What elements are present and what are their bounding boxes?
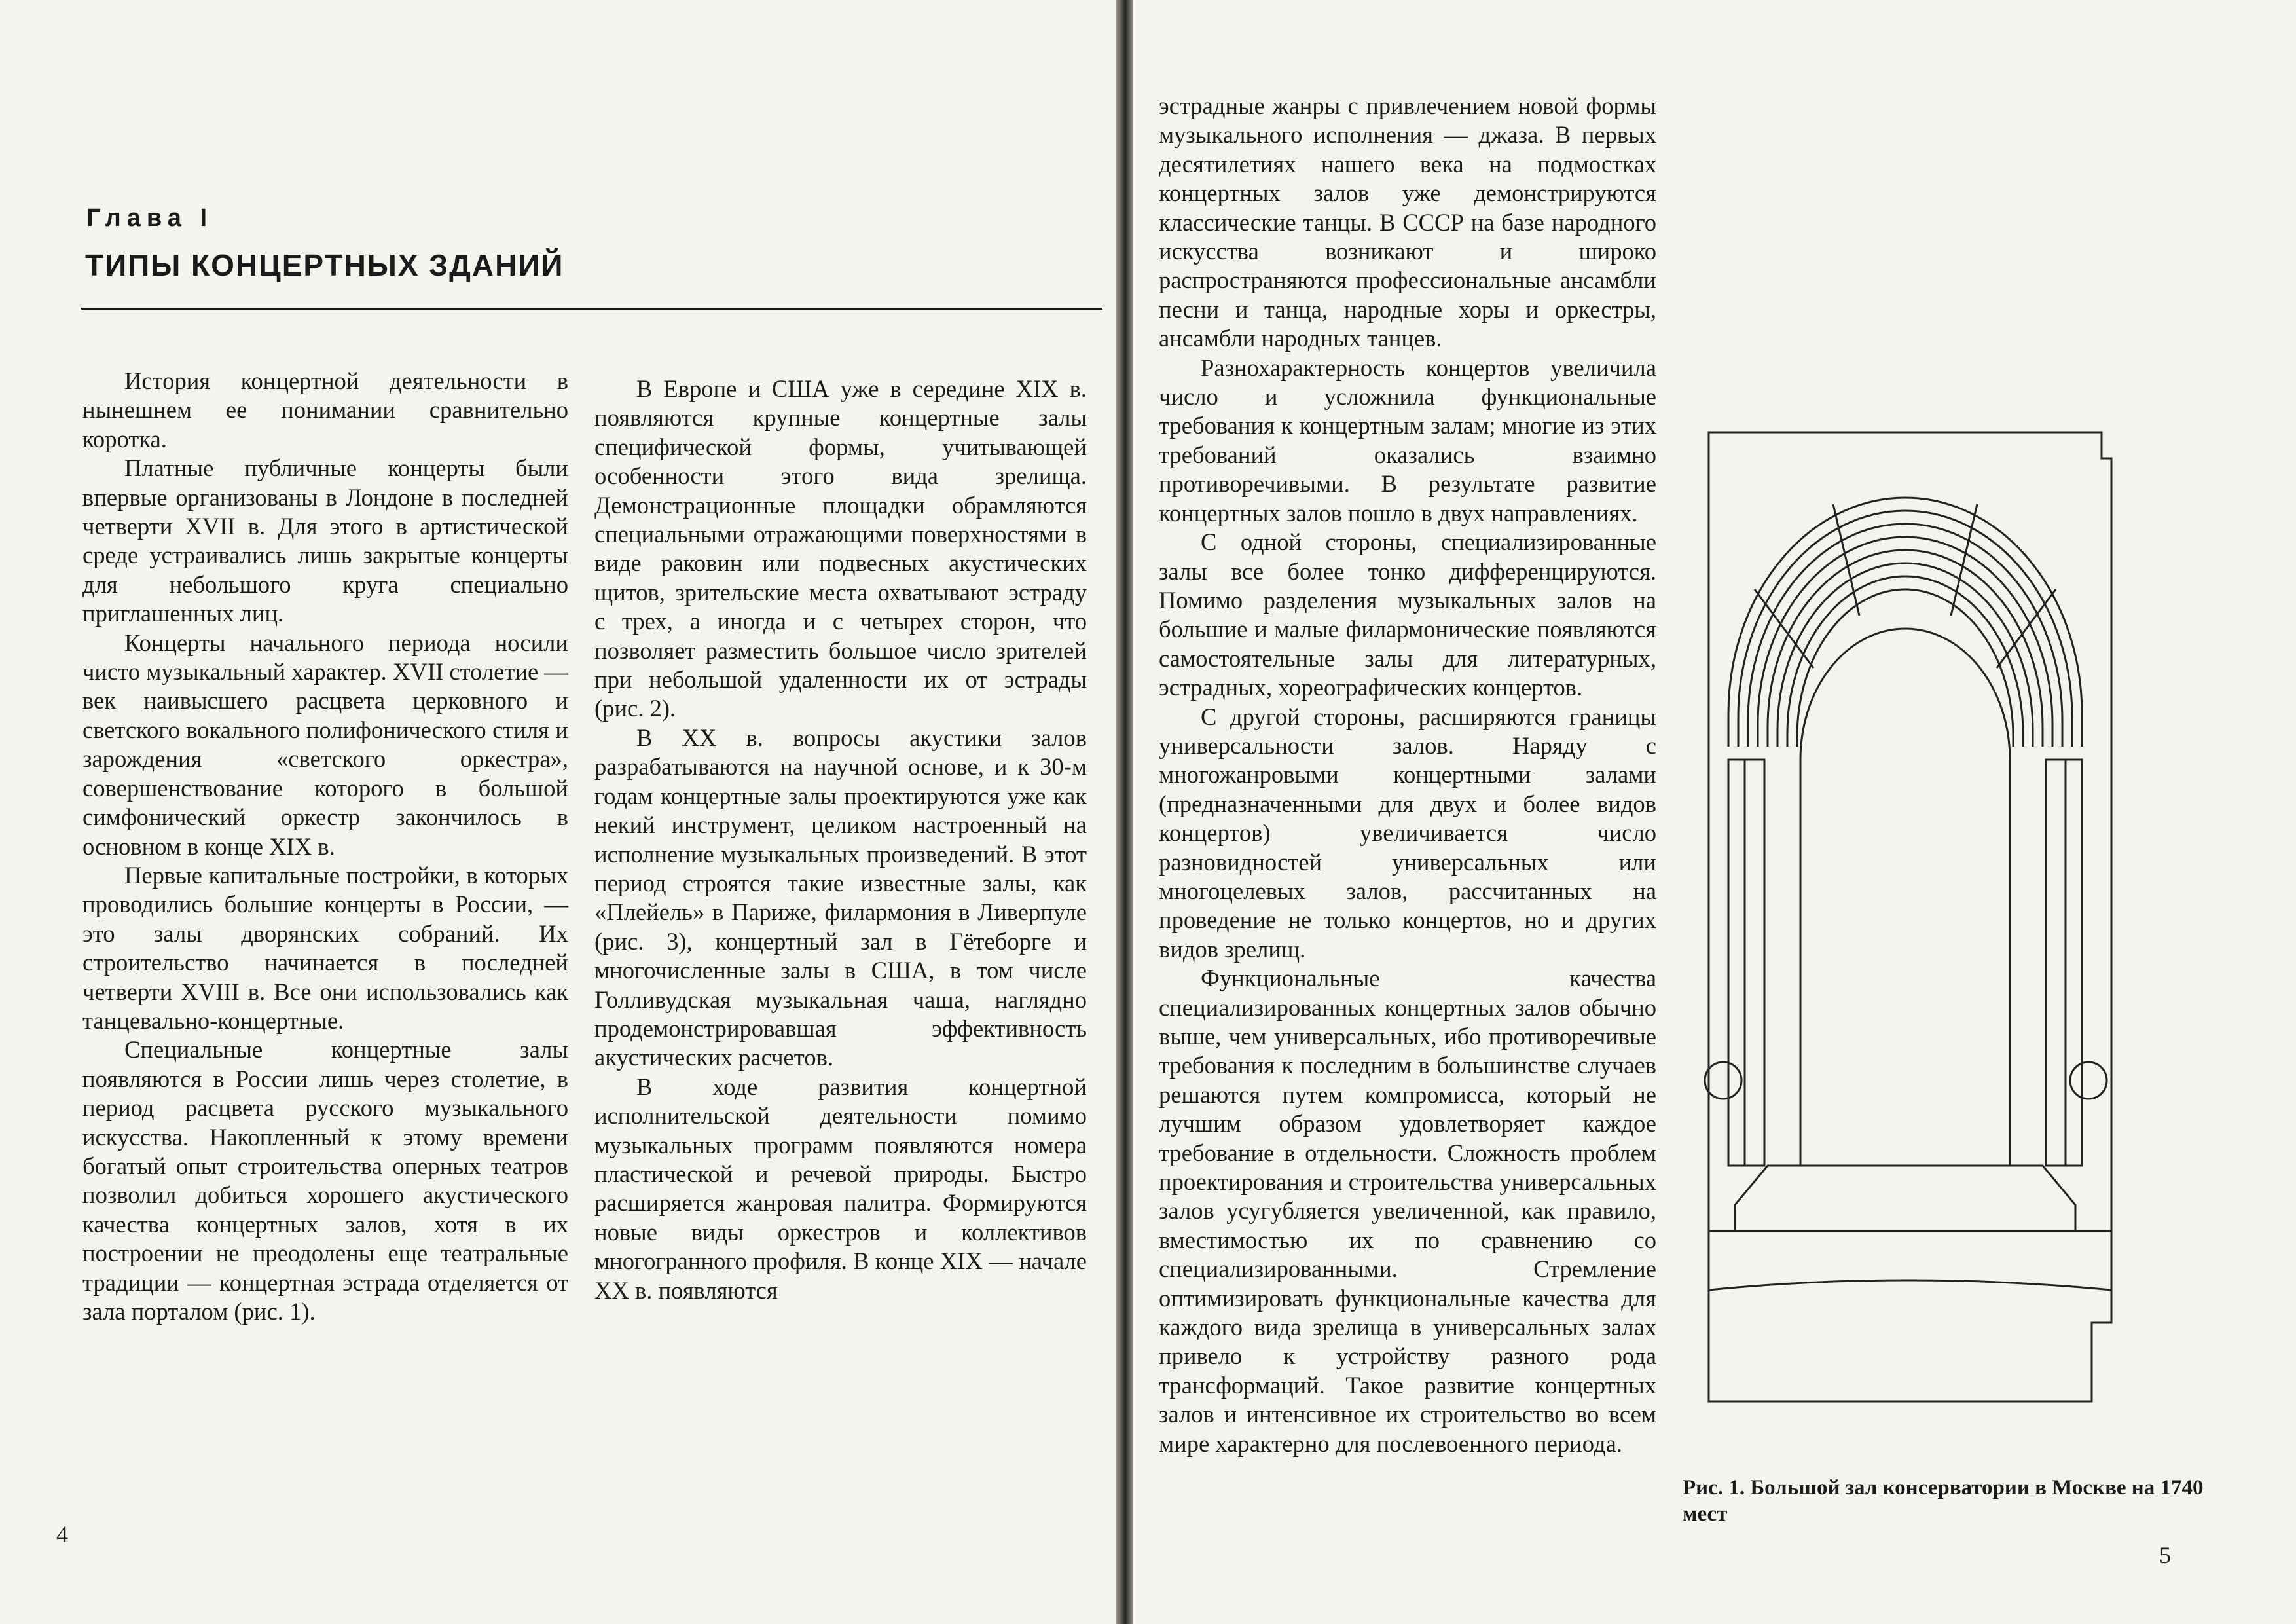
stage bbox=[1735, 1166, 2075, 1231]
chapter-title: ТИПЫ КОНЦЕРТНЫХ ЗДАНИЙ bbox=[85, 248, 564, 282]
paragraph: С другой стороны, расширяются границы универсальности залов. Наряду с многожанровыми концертными залами (предназначенными для двух и более видов концертов) увеличивается число разновидностей универсальных или многоцелевых залов, рассчитанных на проведение не только концертов, но и других видов зрелищ. bbox=[1159, 703, 1656, 963]
paragraph: История концертной деятельности в нынешнем ее понимании сравнительно коротка. bbox=[82, 367, 568, 452]
page-number-right: 5 bbox=[2159, 1542, 2171, 1568]
paragraph: Платные публичные концерты были впервые организованы в Лондоне в последней четверти XVII в. Для этого в артистической среде устраивались лишь закрытые концерты для небольшого круга специально приглашенных лиц. bbox=[82, 454, 568, 627]
book-spine bbox=[1116, 0, 1133, 1624]
side-gallery-left bbox=[1728, 760, 1764, 1166]
chapter-divider bbox=[81, 308, 1102, 310]
paragraph: В ходе развития концертной исполнительской деятельности помимо музыкальных программ появляются номера пластической и речевой природы. Быстро расширяется жанровая палитра. Формируются новые виды оркестров и коллективов многогранного профиля. В конце XIX — начале XX в. появляются bbox=[594, 1073, 1087, 1304]
plan-outer-wall bbox=[1709, 432, 2111, 1401]
paragraph: Разнохарактерность концертов увеличила число и усложнила функциональные требования к концертным залам; многие из этих требований оказались взаимно противоречивыми. В результате развитие концертных залов пошло в двух направлениях. bbox=[1159, 354, 1656, 526]
seating-arc bbox=[1758, 537, 2052, 747]
left-page bbox=[0, 0, 1116, 1624]
side-gallery-right bbox=[2046, 760, 2082, 1166]
paragraph: В XX в. вопросы акустики залов разрабатываются на научной основе, и к 30-м годам концертные залы проектируются уже как некий инструмент, целиком настроенный на исполнение музыкальных произведений. В этот период строятся такие известные залы, как «Плейель» в Париже, филармония в Ливерпуле (рис. 3), концертный зал в Гётеборге и многочисленные залы в США, в том числе Голливудская музыкальная чаша, наглядно продемонстрировавшая эффективность акустических расчетов. bbox=[594, 724, 1087, 1071]
paragraph: Функциональные качества специализированных концертных залов обычно выше, чем универсальных, ибо противоречивые требования к последним в большинстве случаев решаются путем компромисса, который не лучшим образом удовлетворяет каждое требование в отдельности. Сложность проблем проектирования и строительства универсальных залов усугубляется увеличенной, как правило, вместимостью их по сравнению со специализированными. Стремление оптимизировать функциональные качества для каждого вида зрелища в универсальных залах привело к устройству разного рода трансформаций. Такое развитие концертных залов и интенсивное их строительство во всем мире характерно для послевоенного периода. bbox=[1159, 965, 1656, 1457]
hall-floor-plan-figure bbox=[1683, 419, 2128, 1414]
paragraph: Концерты начального периода носили чисто музыкальный характер. XVII столетие — век наивысшего расцвета церковного и светского вокального полифонического стиля и зарождения «светского оркестра», совершенствование которого в большой симфонический оркестр закончилось в основном в конце XIX в. bbox=[82, 629, 568, 860]
seating-arc bbox=[1748, 524, 2062, 747]
page-number-left: 4 bbox=[56, 1521, 68, 1547]
paragraph: Специальные концертные залы появляются в России лишь через столетие, в период расцвета русского музыкального искусства. Накопленный к этому времени богатый опыт строительства оперных театров позволил добиться хорошего акустического качества концертных залов, хотя в их построении не преодолены еще театральные традиции — концертная эстрада отделяется от зала порталом (рис. 1). bbox=[82, 1036, 568, 1325]
text-column-1 bbox=[82, 367, 568, 1326]
niche-left bbox=[1705, 1062, 1741, 1099]
right-page bbox=[1133, 0, 2296, 1624]
chapter-label: Глава I bbox=[86, 204, 213, 232]
paragraph: Первые капитальные постройки, в которых проводились большие концерты в России, — это залы дворянских собраний. Их строительство начинается в последней четверти XVIII в. Все они использовались как танцевально-концертные. bbox=[82, 861, 568, 1034]
floor-plan-drawing bbox=[1683, 419, 2128, 1414]
hall-arch bbox=[1800, 629, 2010, 1166]
text-column-3 bbox=[1159, 92, 1656, 1458]
figure-caption: Рис. 1. Большой зал консерватории в Москве на 1740 мест bbox=[1683, 1476, 2204, 1526]
paragraph: В Европе и США уже в середине XIX в. появляются крупные концертные залы специфической формы, учитывающей особенности этого вида зрелища. Демонстрационные площадки обрамляются специальными отражающими поверхностями в виде раковин или подвесных акустических щитов, зрительские места охватывают эстраду с трех, а иногда и с четырех сторон, что позволяет разместить большое число зрителей при небольшой удаленности их от эстрады (рис. 2). bbox=[594, 375, 1087, 722]
paragraph: С одной стороны, специализированные залы все более тонко дифференцируются. Помимо разделения музыкальных залов на большие и малые филармонические появляются самостоятельные залы для литературных, эстрадных, хореографических концертов. bbox=[1159, 528, 1656, 701]
seating-arc bbox=[1768, 550, 2043, 747]
text-column-2 bbox=[594, 375, 1087, 1305]
paragraph: эстрадные жанры с привлечением новой формы музыкального исполнения — джаза. В первых десятилетиях нашего века на подмостках концертных залов уже демонстрируются классические танцы. В СССР на базе народного искусства возникают и широко распространяются профессиональные ансамбли песни и танца, народные хоры и оркестры, ансамбли народных танцев. bbox=[1159, 92, 1656, 352]
niche-right bbox=[2070, 1062, 2107, 1099]
